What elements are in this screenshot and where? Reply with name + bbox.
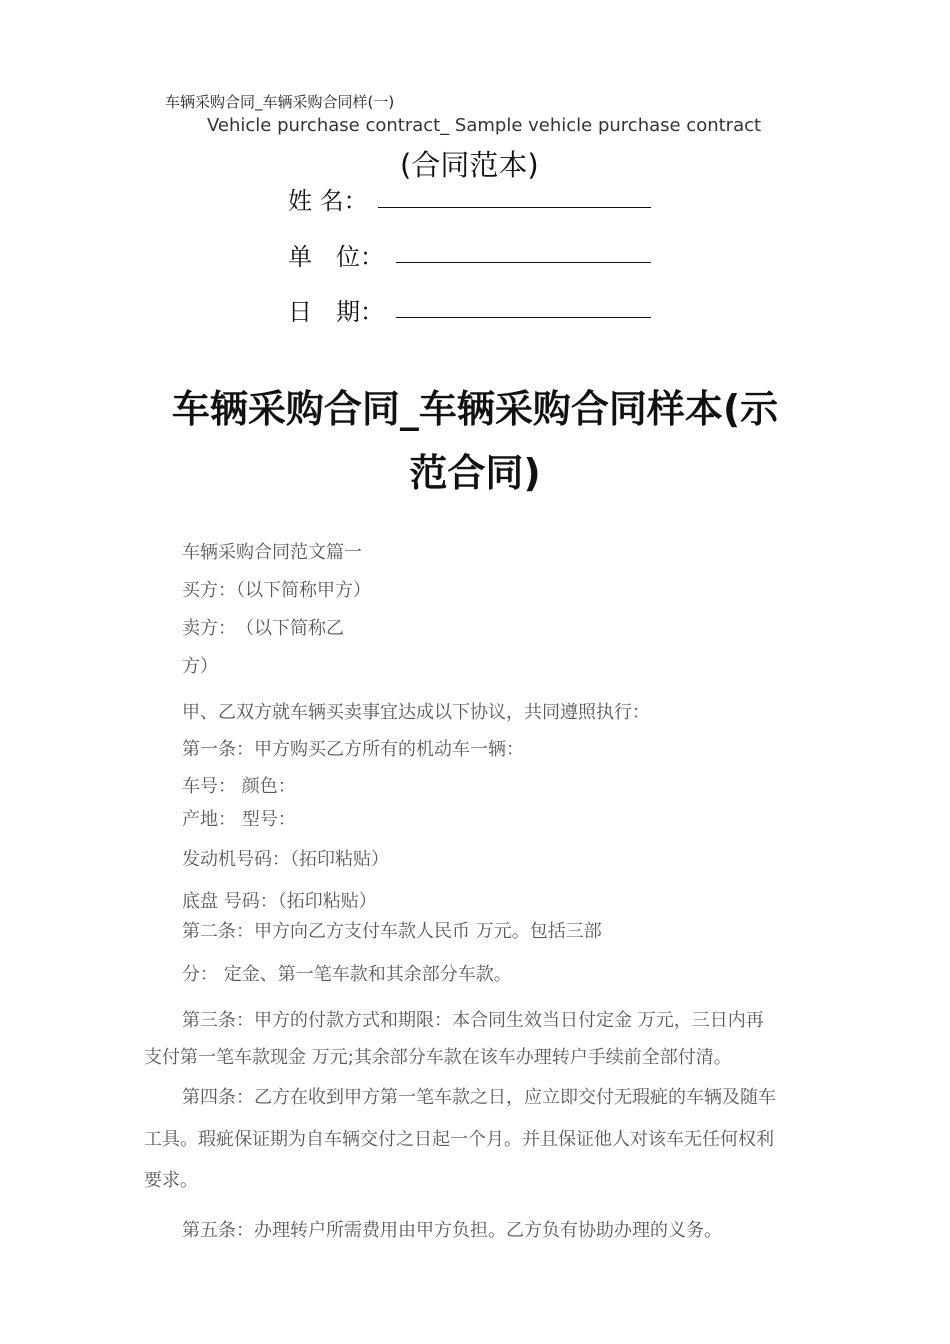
paragraph-heading: 车辆采购合同范文篇一 xyxy=(182,542,362,563)
main-title-line1: 车辆采购合同_车辆采购合同样本(示 xyxy=(171,387,779,431)
article-four: 第四条：乙方在收到甲方第一笔车款之日，应立即交付无瑕疵的车辆及随车 xyxy=(182,1087,776,1108)
date-field-label: 日 期： xyxy=(288,298,384,326)
unit-field-label: 单 位： xyxy=(288,243,384,271)
contract-template-label: (合同范本) xyxy=(400,148,539,182)
article-one: 第一条：甲方购买乙方所有的机动车一辆： xyxy=(182,739,524,760)
article-three-cont: 支付第一笔车款现金 万元;其余部分车款在该车办理转户手续前全部付清。 xyxy=(144,1047,732,1068)
origin-model: 产地： 型号： xyxy=(182,809,296,830)
agreement-intro: 甲、乙双方就车辆买卖事宜达成以下协议，共同遵照执行： xyxy=(182,702,650,723)
buyer-line: 买方：（以下简称甲方） xyxy=(182,580,371,601)
header-cn-title: 车辆采购合同_车辆采购合同样(一) xyxy=(165,93,395,111)
article-three: 第三条：甲方的付款方式和期限：本合同生效当日付定金 万元，三日内再 xyxy=(182,1010,764,1031)
chassis-number: 底盘 号码：（拓印粘贴） xyxy=(182,891,377,912)
name-field-line xyxy=(378,207,651,208)
date-field-line xyxy=(396,317,651,318)
header-en-title: Vehicle purchase contract_ Sample vehicle purchase contract xyxy=(207,115,762,136)
article-two: 第二条：甲方向乙方支付车款人民币 万元。包括三部 xyxy=(182,921,602,942)
unit-field-line xyxy=(396,262,651,263)
seller-line: 卖方： （以下简称乙 xyxy=(182,618,344,639)
main-title-line2: 范合同) xyxy=(409,451,541,495)
article-two-cont: 分： 定金、第一笔车款和其余部分车款。 xyxy=(182,964,512,985)
article-four-cont: 工具。瑕疵保证期为自车辆交付之日起一个月。并且保证他人对该车无任何权利 xyxy=(144,1129,774,1150)
vehicle-number-color: 车号： 颜色： xyxy=(182,776,296,797)
name-field-label: 姓 名： xyxy=(288,187,368,215)
article-five: 第五条：办理转户所需费用由甲方负担。乙方负有协助办理的义务。 xyxy=(182,1220,722,1241)
seller-line-cont: 方） xyxy=(182,656,218,677)
article-four-end: 要求。 xyxy=(144,1170,198,1191)
engine-number: 发动机号码：（拓印粘贴） xyxy=(182,849,389,870)
